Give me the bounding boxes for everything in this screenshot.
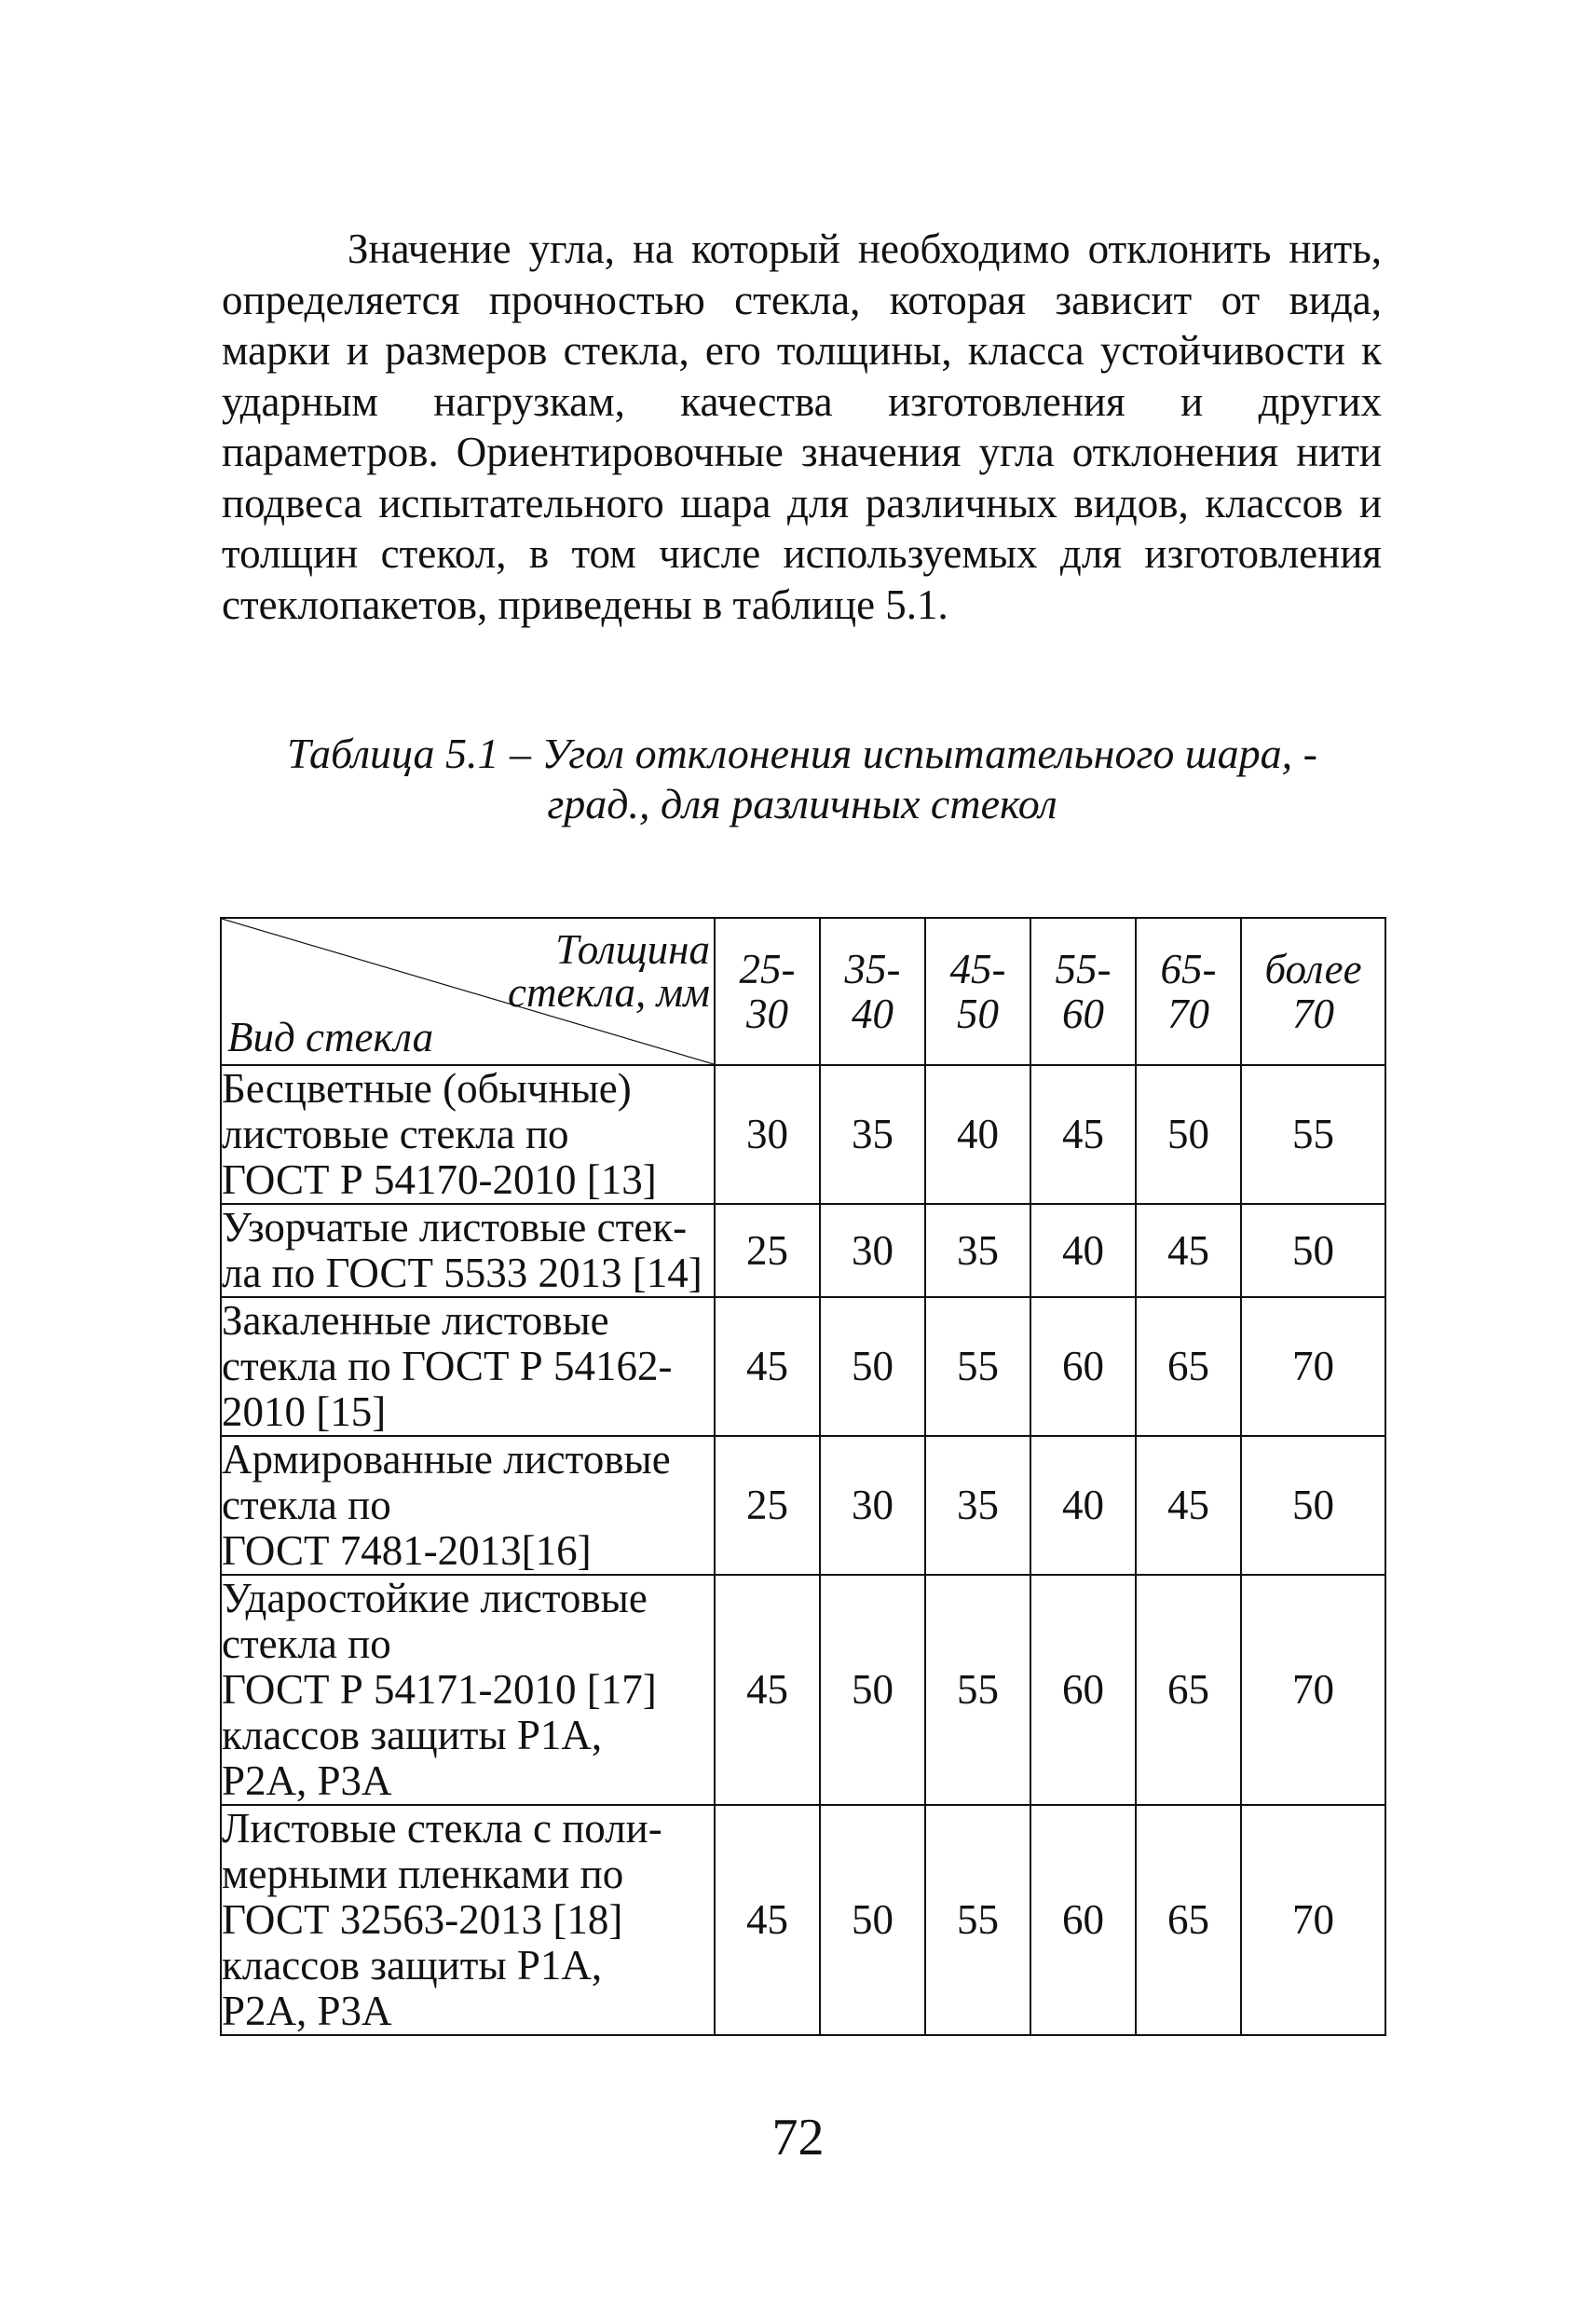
angle-value-cell: 40 [1030,1436,1136,1575]
angle-value-cell: 35 [925,1204,1030,1297]
glass-type-line: Р2А, Р3А [222,1757,392,1804]
glass-type-line: Бесцветные (обычные) [222,1065,632,1112]
glass-type-line: мерными пленками по [222,1851,624,1897]
range-header-cell [820,918,925,1065]
angle-value-cell: 70 [1241,1805,1385,2035]
glass-type-line: ла по ГОСТ 5533 2013 [14] [222,1250,703,1296]
glass-type-line: Узорчатые листовые стек- [222,1204,688,1251]
angle-value-cell: 55 [925,1575,1030,1805]
glass-type-line: стекла по [222,1620,391,1667]
angle-value-cell: 35 [925,1436,1030,1575]
glass-type-line: стекла по [222,1482,391,1528]
glass-type-line: стекла по ГОСТ Р 54162- [222,1343,673,1389]
glass-type-line: ГОСТ Р 54170-2010 [13] [222,1156,657,1203]
glass-type-line: ГОСТ 32563-2013 [18] [222,1896,623,1943]
glass-type-cell [221,1065,715,1204]
angle-value-cell: 60 [1030,1297,1136,1436]
range-bottom: 70 [1167,991,1209,1037]
range-header-cell [1030,918,1136,1065]
table-row [221,1297,1385,1436]
glass-type-header-label: Вид стекла [227,1014,434,1060]
glass-type-cell [221,1575,715,1805]
table-caption [220,729,1385,829]
angle-value-cell: 45 [715,1575,820,1805]
glass-type-cell [221,1204,715,1297]
angle-value-cell: 70 [1241,1297,1385,1436]
table-header-row [221,918,1385,1065]
caption-line-1: Таблица 5.1 – Угол отклонения испытательного шара, - [287,730,1317,777]
thickness-header-line-1: Толщина [555,926,710,973]
angle-value-cell: 35 [820,1065,925,1204]
angle-value-cell: 65 [1136,1297,1241,1436]
angle-value-cell: 50 [1241,1436,1385,1575]
glass-type-line: Р2А, Р3А [222,1988,392,2034]
angle-value-cell: 50 [820,1297,925,1436]
table-row [221,1575,1385,1805]
range-top: 45- [949,946,1006,992]
caption-line-2: град., для различных стекол [547,780,1057,827]
range-bottom: 50 [957,991,999,1037]
thickness-header-line-2: стекла, мм [507,969,710,1016]
angle-value-cell: 60 [1030,1805,1136,2035]
angle-value-cell: 40 [1030,1204,1136,1297]
angle-value-cell: 45 [715,1297,820,1436]
table-row [221,1805,1385,2035]
glass-type-cell [221,1436,715,1575]
angle-value-cell: 50 [1136,1065,1241,1204]
glass-type-line: классов защиты Р1А, [222,1942,603,1989]
table-row [221,1204,1385,1297]
glass-type-line: Закаленные листовые [222,1297,609,1344]
angle-value-cell: 25 [715,1436,820,1575]
angle-value-cell: 30 [715,1065,820,1204]
angle-value-cell: 30 [820,1204,925,1297]
table-row [221,1436,1385,1575]
angle-value-cell: 25 [715,1204,820,1297]
range-top: 55- [1055,946,1112,992]
angle-value-cell: 70 [1241,1575,1385,1805]
glass-type-line: Ударостойкие листовые [222,1575,648,1621]
angle-value-cell: 40 [925,1065,1030,1204]
range-top: 35- [844,946,901,992]
glass-type-line: 2010 [15] [222,1388,387,1435]
range-bottom: 60 [1062,991,1104,1037]
body-paragraph: Значение угла, на который необходимо отклонить нить, определяется прочностью стекла, которая зависит от вида, марки и размеров стекла, его толщины, класса устойчивости к ударным нагрузкам, качества изготовления и других параметров. Ориентировочные значения угла отклонения нити подвеса испытательного шара для различных видов, классов и толщин стекол, в том числе используемых для изготовления стеклопакетов, приведены в таблице 5.1. [222,226,1382,628]
range-bottom: 40 [852,991,893,1037]
table-row [221,1065,1385,1204]
angle-value-cell: 45 [1136,1436,1241,1575]
glass-type-line: листовые стекла по [222,1111,569,1157]
angle-value-cell: 45 [715,1805,820,2035]
angle-value-cell: 55 [1241,1065,1385,1204]
angle-value-cell: 45 [1136,1204,1241,1297]
angle-value-cell: 30 [820,1436,925,1575]
header-corner-cell [221,918,715,1065]
range-top: 65- [1160,946,1217,992]
angle-value-cell: 65 [1136,1575,1241,1805]
glass-type-line: ГОСТ 7481-2013[16] [222,1527,592,1574]
glass-type-cell [221,1297,715,1436]
glass-type-line: Армированные листовые [222,1436,671,1483]
range-top: более [1264,946,1362,992]
range-header-cell [1136,918,1241,1065]
range-bottom: 70 [1292,991,1334,1037]
page-number: 72 [771,2109,825,2166]
glass-type-line: классов защиты Р1А, [222,1712,603,1758]
glass-type-line: Листовые стекла с поли- [222,1805,662,1852]
angle-value-cell: 50 [820,1575,925,1805]
angle-value-cell: 50 [1241,1204,1385,1297]
angle-value-cell: 55 [925,1297,1030,1436]
angle-value-cell: 65 [1136,1805,1241,2035]
glass-type-cell [221,1805,715,2035]
range-top: 25- [739,946,796,992]
range-header-cell [925,918,1030,1065]
angle-value-cell: 50 [820,1805,925,2035]
range-header-cell [1241,918,1385,1065]
angle-value-cell: 60 [1030,1575,1136,1805]
angle-value-cell: 45 [1030,1065,1136,1204]
thickness-header-label [508,928,710,1014]
glass-type-line: ГОСТ Р 54171-2010 [17] [222,1666,657,1713]
range-bottom: 30 [746,991,788,1037]
angle-value-cell: 55 [925,1805,1030,2035]
range-header-cell [715,918,820,1065]
deflection-angle-table [220,917,1386,2036]
